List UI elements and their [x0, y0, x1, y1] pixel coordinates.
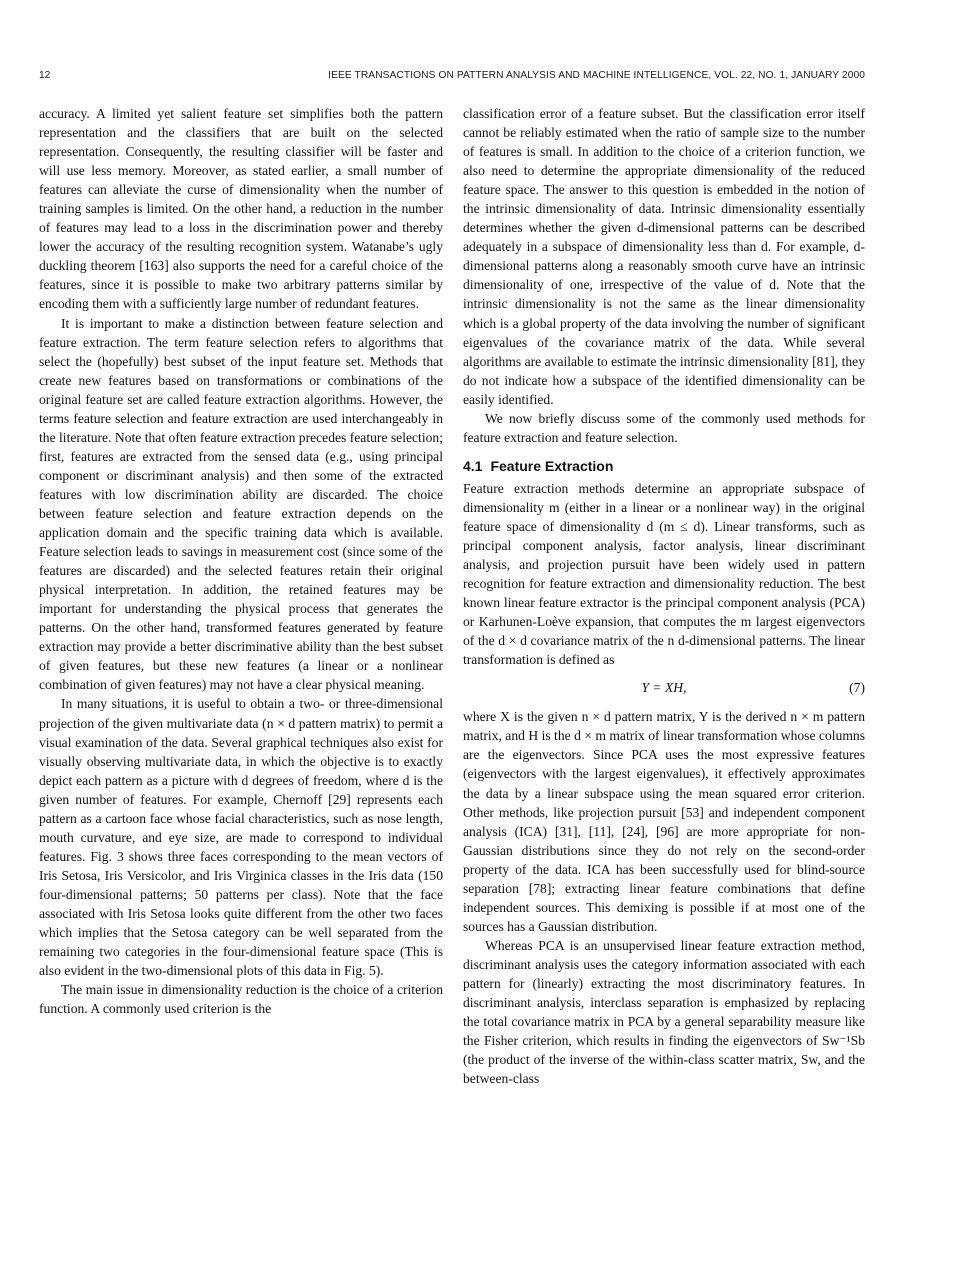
paragraph: accuracy. A limited yet salient feature set simplifies both the pattern representation and the classifiers that are built on the selected representation. Consequently, the resulting classifier will be faster and will use less memory. Moreover, as stated earlier, a small number of features can alleviate the curse of dimensionality when the number of training samples is limited. On the other hand, a reduction in the number of features may lead to a loss in the discrimination power and thereby lower the accuracy of the resulting recognition system. Watanabe’s ugly duckling theorem [163] also supports the need for a careful choice of the features, since it is possible to make two arbitrary patterns similar by encoding them with a sufficiently large number of redundant features.	[39, 106, 443, 312]
paragraph: We now briefly discuss some of the commonly used methods for feature extraction and feature selection.	[463, 410, 865, 445]
paragraph: In many situations, it is useful to obtain a two- or three-dimensional projection of the given multivariate data (n × d pattern matrix) to permit a visual examination of the data. Several graphical techniques also exist for visually observing multivariate data, in which the objective is to exactly depict each pattern as a picture with d degrees of freedom, where d is the given number of features. For example, Chernoff [29] represents each pattern as a cartoon face whose facial characteristics, such as nose length, mouth curvature, and eye size, are made to correspond to individual features. Fig. 3 shows three faces corresponding to the mean vectors of Iris Setosa, Iris Versicolor, and Iris Virginica classes in the Iris data (150 four-dimensional patterns; 50 patterns per class). Note that the face associated with Iris Setosa looks quite different from the other two faces which implies that the Setosa category can be well separated from the remaining two categories in the four-dimensional feature space (This is also evident in the two-dimensional plots of this data in Fig. 5).	[39, 696, 443, 979]
paragraph: where X is the given n × d pattern matrix, Y is the derived n × m pattern matrix, and H is the d × m matrix of linear transformation whose columns are the eigenvectors. Since PCA uses the most expressive features (eigenvectors with the largest eigenvalues), it effectively approximates the data by a linear subspace using the mean squared error criterion. Other methods, like projection pursuit [53] and independent component analysis (ICA) [31], [11], [24], [96] are more appropriate for non-Gaussian distributions since they do not rely on the second-order property of the data. ICA has been successfully used for blind-source separation [78]; extracting linear feature combinations that define independent sources. This demixing is possible if at most one of the sources has a Gaussian distribution.	[463, 709, 865, 934]
equation-number: (7)	[849, 680, 865, 696]
paragraph: Whereas PCA is an unsupervised linear feature extraction method, discriminant analysis uses the category information associated with each pattern for (linearly) extracting the most discriminatory features. In discriminant analysis, interclass separation is emphasized by replacing the total covariance matrix in PCA by a general separability measure like the Fisher criterion, which results in finding the eigenvectors of Sw⁻¹Sb (the product of the inverse of the within-class scatter matrix, Sw, and the between-class	[463, 937, 865, 1087]
equation	[463, 669, 865, 707]
equation-body: Y = XH,	[641, 680, 687, 696]
section-number: 4.1	[463, 457, 483, 474]
section-heading	[463, 457, 865, 475]
paragraph: It is important to make a distinction between feature selection and feature extraction. The term feature selection refers to algorithms that select the (hopefully) best subset of the input feature set. Methods that create new features based on transformations or combinations of the original feature set are called feature extraction algorithms. However, the terms feature selection and feature extraction are used interchangeably in the literature. Note that often feature extraction precedes feature selection; first, features are extracted from the sensed data (e.g., using principal component or discriminant analysis) and then some of the extracted features with low discrimination ability are discarded. The choice between feature selection and feature extraction depends on the application domain and the specific training data which is available. Feature selection leads to savings in measurement cost (since some of the features are discarded) and the selected features retain their original physical interpretation. In addition, the retained features may be important for understanding the physical process that generates the patterns. On the other hand, transformed features generated by feature extraction may provide a better discriminative ability than the best subset of given features, but these new features (a linear or a nonlinear combination of given features) may not have a clear physical meaning.	[39, 315, 443, 693]
left-column	[39, 104, 443, 1234]
paragraph: Feature extraction methods determine an appropriate subspace of dimensionality m (either in a linear or a nonlinear way) in the original feature space of dimensionality d (m ≤ d). Linear transforms, such as principal component analysis, factor analysis, linear discriminant analysis, and projection pursuit have been widely used in pattern recognition for feature extraction and dimensionality reduction. The best known linear feature extractor is the principal component analysis (PCA) or Karhunen-Loève expansion, that computes the m largest eigenvectors of the d × d covariance matrix of the n d-dimensional patterns. The linear transformation is defined as	[463, 480, 865, 668]
paragraph: The main issue in dimensionality reduction is the choice of a criterion function. A commonly used criterion is the	[39, 982, 443, 1017]
running-header	[39, 70, 865, 86]
paragraph: classification error of a feature subset. But the classification error itself cannot be reliably estimated when the ratio of sample size to the number of features is small. In addition to the choice of a criterion function, we also need to determine the appropriate dimensionality of the reduced feature space. The answer to this question is embedded in the notion of the intrinsic dimensionality of data. Intrinsic dimensionality essentially determines whether the given d-dimensional patterns can be described adequately in a subspace of dimensionality less than d. For example, d-dimensional patterns along a reasonably smooth curve have an intrinsic dimensionality of one, irrespective of the value of d. Note that the intrinsic dimensionality is not the same as the linear dimensionality which is a global property of the data involving the number of significant eigenvalues of the covariance matrix of the data. While several algorithms are available to estimate the intrinsic dimensionality [81], they do not indicate how a subspace of the identified dimensionality can be easily identified.	[463, 106, 865, 407]
section-title: Feature Extraction	[490, 457, 614, 474]
page-number: 12	[39, 70, 51, 81]
journal-header: IEEE TRANSACTIONS ON PATTERN ANALYSIS AND MACHINE INTELLIGENCE, VOL. 22, NO. 1, JANUARY 2000	[328, 70, 865, 81]
right-column	[463, 104, 865, 1234]
